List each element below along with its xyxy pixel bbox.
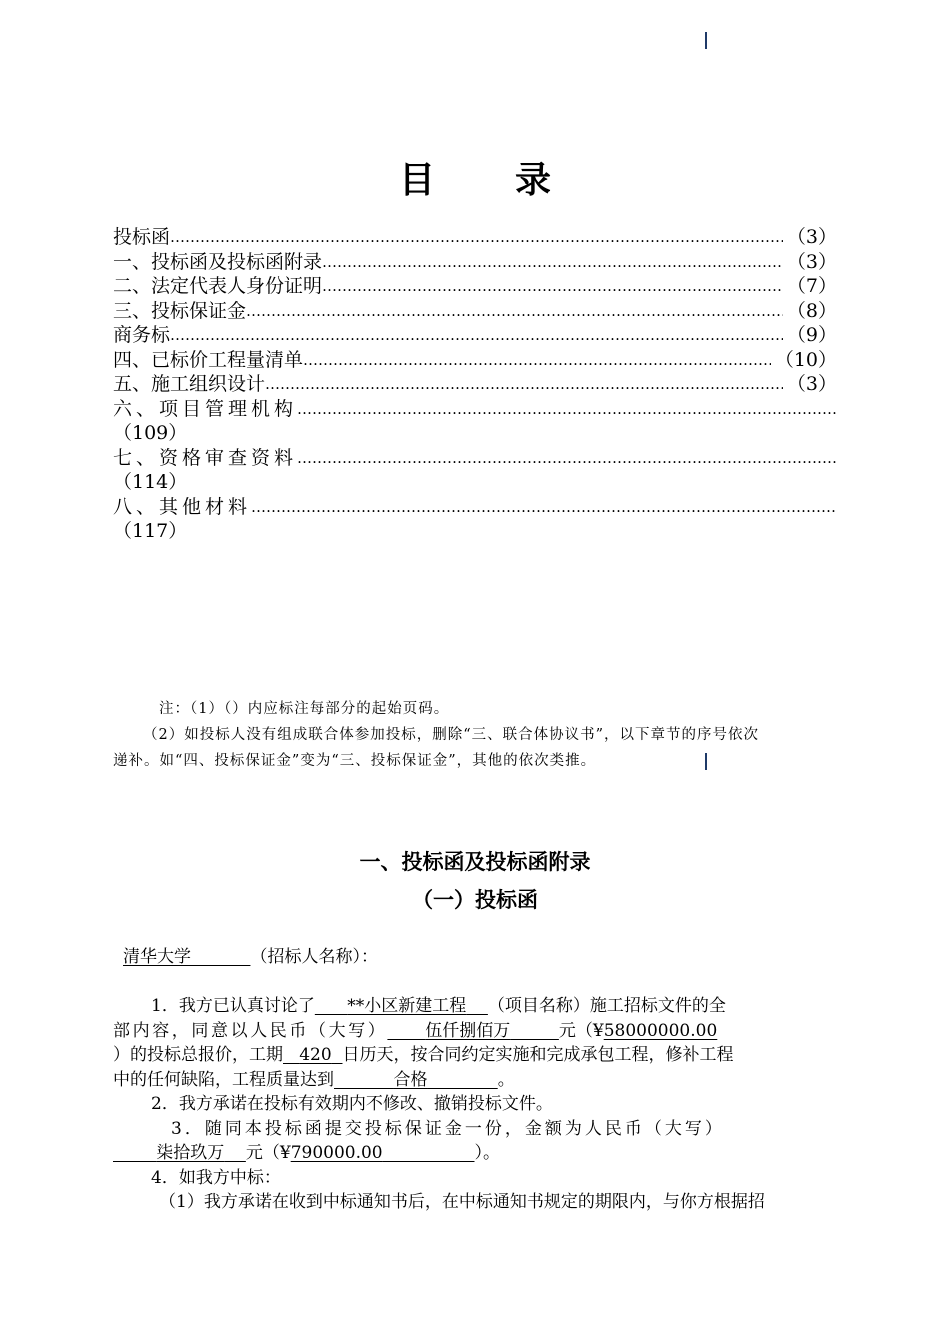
toc-entry-page: （117） xyxy=(113,520,188,542)
toc-entry[interactable] xyxy=(113,299,837,324)
bid-letter xyxy=(113,945,837,970)
section-heading: 一、投标函及投标函附录 xyxy=(359,850,591,874)
paragraph-4: 4．如我方中标： xyxy=(151,1167,281,1188)
deposit-number-field: 790000.00 xyxy=(290,1143,383,1163)
toc-entry-label: 八、其他材料 xyxy=(113,495,252,518)
recipient-line xyxy=(113,945,837,970)
toc-entry[interactable] xyxy=(113,495,837,520)
toc-note xyxy=(113,696,837,774)
paragraph-2: 2．我方承诺在投标有效期内不修改、撤销投标文件。 xyxy=(151,1094,553,1114)
amount-number-field: 58000000.00 xyxy=(603,1020,718,1041)
text: 日历天，按合同约定实施和完成承包工程，修补工程 xyxy=(342,1045,734,1065)
toc-entry-page: （3） xyxy=(786,226,837,248)
text: 。 xyxy=(497,1069,515,1090)
toc-entry-label: 七、资格审查资料 xyxy=(113,446,298,469)
toc-entry[interactable] xyxy=(113,446,837,471)
toc-entry-label: 二、法定代表人身份证明 xyxy=(113,275,323,297)
toc-entry-label: 投标函 xyxy=(113,226,171,248)
quality-field: 合格 xyxy=(393,1069,428,1090)
bid-letter-paragraphs xyxy=(113,994,837,1215)
margin-mark xyxy=(705,32,707,49)
text: 部内容，同意以人民币（大写） xyxy=(113,1020,388,1041)
amount-upper-field: 伍仟捌佰万 xyxy=(425,1020,511,1041)
text: 元（¥ xyxy=(245,1143,291,1163)
toc-entry-page: （114） xyxy=(113,471,188,493)
toc-leader xyxy=(303,348,771,373)
toc-title-char: 目 xyxy=(398,159,435,201)
toc-entry-page: （9） xyxy=(786,324,837,346)
toc-entry[interactable] xyxy=(113,372,837,397)
toc-entry[interactable] xyxy=(113,274,837,299)
toc-leader xyxy=(322,274,783,299)
toc-entry[interactable] xyxy=(113,250,837,275)
toc-entry-label: 六、项目管理机构 xyxy=(113,397,298,420)
duration-field: 420 xyxy=(299,1045,332,1065)
toc-entry-label: 商务标 xyxy=(113,324,171,346)
toc-entry-page: （10） xyxy=(774,348,837,371)
note-line: 注：（1）（）内应标注每部分的起始页码。 xyxy=(159,701,450,717)
toc-title xyxy=(0,152,950,203)
text: （项目名称）施工招标文件的全 xyxy=(487,996,726,1016)
paragraph-3-line: 3．随同本投标函提交投标保证金一份，金额为人民币（大写） xyxy=(171,1118,725,1139)
toc-title-char: 录 xyxy=(515,159,552,201)
paragraph-1-line xyxy=(113,1019,837,1044)
recipient-suffix: （招标人名称）： xyxy=(250,947,378,967)
toc-entry[interactable] xyxy=(113,397,837,422)
text: ）。 xyxy=(474,1143,500,1163)
toc-entry-label: 五、施工组织设计 xyxy=(113,373,266,395)
toc-entry-label: 一、投标函及投标函附录 xyxy=(113,250,323,273)
toc-entry-label: 三、投标保证金 xyxy=(113,299,247,322)
text: 中的任何缺陷，工程质量达到 xyxy=(113,1069,334,1090)
toc-leader xyxy=(170,225,783,250)
recipient-name: 清华大学 xyxy=(123,947,191,967)
toc-leader xyxy=(251,495,837,520)
text: 1．我方已认真讨论了 xyxy=(151,996,315,1016)
toc-leader xyxy=(297,446,837,471)
toc-entry-page: （3） xyxy=(786,373,837,395)
table-of-contents xyxy=(113,225,837,544)
paragraph-3-line xyxy=(113,1141,837,1166)
toc-entry[interactable] xyxy=(113,323,837,348)
project-name-field: **小区新建工程 xyxy=(347,996,467,1016)
toc-entry-page: （7） xyxy=(786,275,837,297)
toc-leader xyxy=(265,372,783,397)
toc-entry-label: 四、已标价工程量清单 xyxy=(113,348,304,371)
section-subheading: （一）投标函 xyxy=(412,888,538,912)
paragraph-4-1: （1）我方承诺在收到中标通知书后，在中标通知书规定的期限内，与你方根据招 xyxy=(159,1192,765,1212)
toc-entry[interactable] xyxy=(113,225,837,250)
toc-leader xyxy=(170,323,783,348)
toc-entry-page: （109） xyxy=(113,422,188,444)
note-line: 递补。如“四、投标保证金”变为“三、投标保证金”，其他的依次类推。 xyxy=(113,753,597,769)
toc-leader xyxy=(322,250,783,275)
toc-leader xyxy=(246,299,783,324)
toc-entry-page: （8） xyxy=(786,299,837,322)
deposit-upper-field: 柒拾玖万 xyxy=(156,1143,225,1163)
toc-leader xyxy=(297,397,837,422)
toc-entry[interactable] xyxy=(113,348,837,373)
paragraph-1-line xyxy=(113,994,837,1019)
text: ）的投标总报价，工期 xyxy=(113,1045,283,1065)
text: 元（¥ xyxy=(558,1020,604,1041)
paragraph-1-line xyxy=(113,1043,837,1068)
toc-entry-page: （3） xyxy=(786,250,837,273)
note-line: （2）如投标人没有组成联合体参加投标，删除“三、联合体协议书”，以下章节的序号依次 xyxy=(143,727,760,743)
paragraph-1-line xyxy=(113,1068,837,1093)
